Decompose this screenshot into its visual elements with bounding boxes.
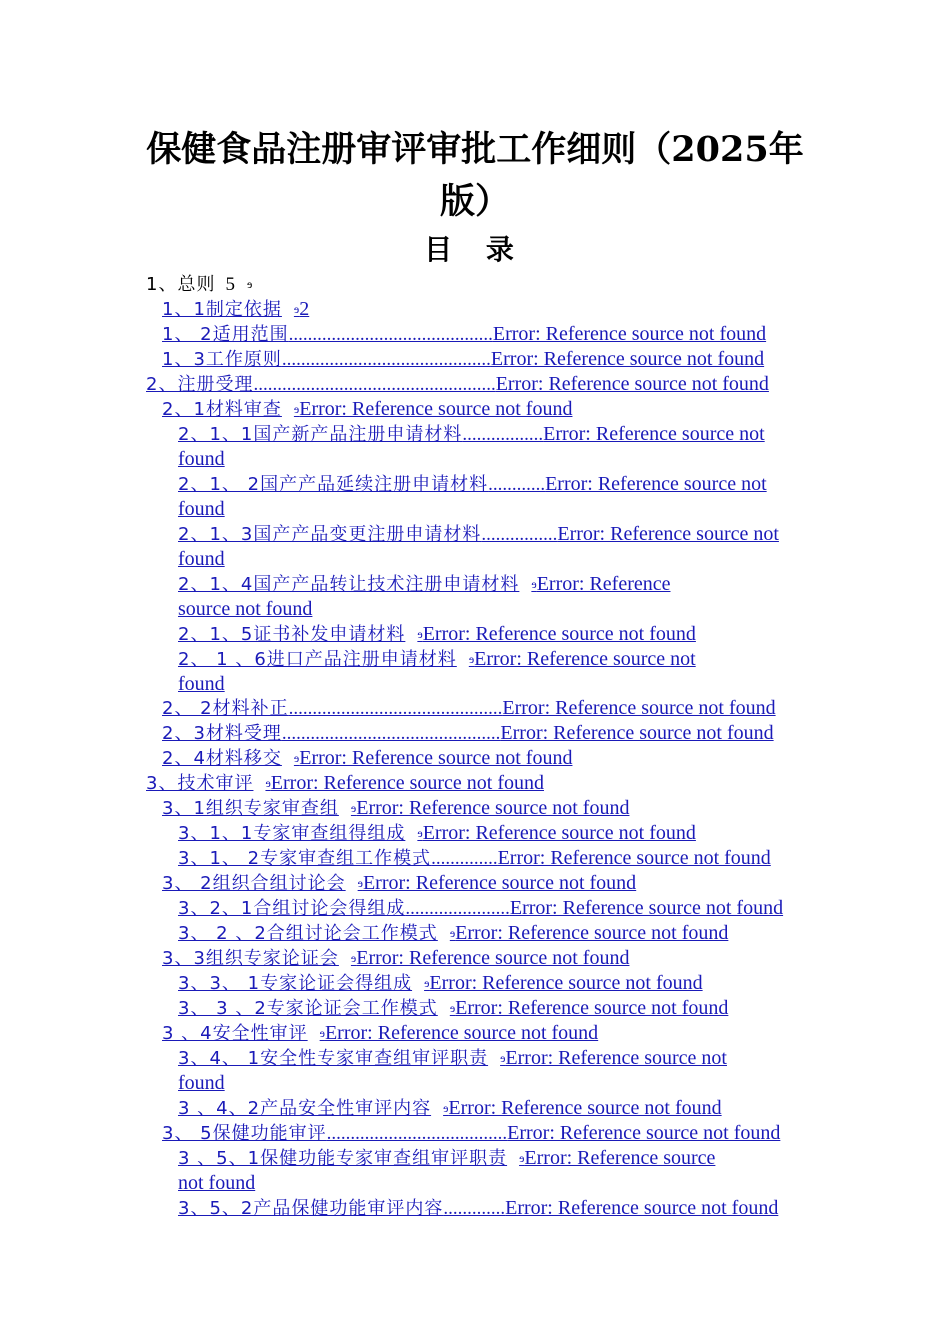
toc-heading: 目 录 — [424, 233, 526, 266]
toc-entry[interactable] — [162, 397, 626, 422]
toc-field-mark: ɘ — [449, 926, 456, 940]
toc-entry-label: 2、1、4国产产品转让技术注册申请材料 — [178, 574, 520, 595]
toc-entry[interactable] — [178, 1096, 800, 1121]
toc-entry-label: 3 、4安全性审评 — [162, 1023, 308, 1044]
toc-entry[interactable] — [162, 1021, 662, 1046]
toc-entry-reference: found — [178, 548, 225, 570]
toc-field-mark: ɘ — [293, 302, 300, 316]
toc-field-mark: ɘ — [424, 976, 430, 990]
toc-entry[interactable] — [178, 896, 866, 921]
toc-entry[interactable] — [178, 422, 866, 447]
toc-dot-leader: ...................... — [405, 898, 510, 919]
toc-entry-label: 3 、4、2产品安全性审评内容 — [178, 1098, 432, 1119]
toc-entry-reference: Error: Reference source not found — [299, 398, 573, 420]
toc-field-mark: ɘ — [449, 1001, 456, 1015]
toc-entry[interactable] — [178, 647, 806, 672]
toc-entry[interactable] — [178, 921, 800, 946]
toc-entry-label: 1、总则 — [146, 274, 216, 295]
toc-entry-reference: Error: Reference source not — [545, 473, 767, 495]
toc-entry-label: 3、1组织专家审查组 — [162, 798, 339, 819]
toc-entry[interactable] — [146, 372, 866, 397]
title-line-2: 版） — [439, 181, 510, 222]
toc-entry-label: 2、注册受理 — [146, 374, 254, 395]
toc-entry-label: 1、1制定依据 — [162, 299, 282, 320]
toc-entry[interactable] — [178, 846, 866, 871]
toc-entry[interactable] — [178, 497, 238, 522]
toc-entry-label: 3、5、2产品保健功能审评内容 — [178, 1198, 444, 1219]
toc-entry-label: 3、4、 1安全性专家审查组审评职责 — [178, 1048, 489, 1069]
toc-entry-reference: Error: Reference source not found — [299, 747, 573, 769]
toc-entry-label: 2、 2材料补正 — [162, 698, 289, 719]
toc-entry[interactable] — [178, 996, 800, 1021]
toc-entry-label: 3、3、 1专家论证会得组成 — [178, 973, 413, 994]
toc-entry[interactable] — [162, 347, 866, 372]
title-line-1: 保健食品注册审评审批工作细则（2025年 — [146, 129, 804, 170]
toc-entry[interactable] — [178, 622, 766, 647]
toc-dot-leader: ............ — [488, 474, 546, 495]
toc-entry[interactable] — [146, 771, 594, 796]
toc-field-mark: ɘ — [293, 402, 300, 416]
toc-entry-label: 3、2、1合组讨论会得组成 — [178, 898, 406, 919]
toc-entry-label: 3、 2 、2合组讨论会工作模式 — [178, 923, 438, 944]
toc-field-mark: ɘ — [319, 1026, 325, 1040]
toc-field-mark: ɘ — [246, 277, 253, 291]
toc-entry-reference: Error: Reference source — [524, 1147, 716, 1169]
toc-entry-label: 2、1材料审查 — [162, 399, 282, 420]
toc-entry-page: 5 — [225, 274, 235, 295]
toc-entry-label: 3、技术审评 — [146, 773, 254, 794]
toc-field-mark: ɘ — [531, 577, 537, 591]
toc-entry-reference: Error: Reference source not — [474, 648, 696, 670]
toc-entry[interactable] — [178, 1071, 238, 1096]
toc-entry[interactable] — [162, 696, 866, 721]
toc-entry-reference: found — [178, 448, 225, 470]
toc-entry[interactable] — [162, 322, 866, 347]
toc-entry-label: 3、 5保健功能审评 — [162, 1123, 327, 1144]
toc-entry-label: 1、 2适用范围 — [162, 324, 289, 345]
toc-entry-reference: Error: Reference source not found — [495, 373, 769, 395]
toc-entry[interactable] — [162, 946, 694, 971]
toc-entry[interactable] — [162, 796, 694, 821]
toc-entry — [146, 272, 866, 297]
toc-entry[interactable] — [178, 672, 238, 697]
toc-entry-reference: Error: Reference source not found — [422, 623, 696, 645]
toc-entry-reference: source not found — [178, 598, 313, 620]
toc-entry[interactable] — [178, 1146, 806, 1171]
toc-dot-leader: ............. — [443, 1198, 506, 1219]
toc-entry-reference: 2 — [299, 298, 310, 320]
toc-entry-reference: Error: Reference source not found — [509, 897, 784, 919]
toc-entry-reference: Error: Reference source not found — [492, 323, 767, 345]
toc-entry-reference: Error: Reference source not — [543, 423, 765, 445]
toc-entry[interactable] — [162, 746, 626, 771]
toc-dot-leader: ............................................. — [288, 698, 503, 719]
toc-entry[interactable] — [178, 472, 866, 497]
toc-field-mark: ɘ — [350, 801, 357, 815]
toc-field-mark: ɘ — [443, 1101, 449, 1115]
toc-field-mark: ɘ — [468, 652, 475, 666]
toc-entry-label: 3、 3 、2专家论证会工作模式 — [178, 998, 438, 1019]
toc-entry-reference: Error: Reference source not found — [455, 922, 729, 944]
toc-entry-reference: found — [178, 1072, 225, 1094]
toc-entry-reference: Error: Reference source not found — [356, 797, 630, 819]
document-title — [130, 124, 820, 228]
toc-dot-leader: .............. — [431, 848, 498, 869]
toc-field-mark: ɘ — [350, 951, 357, 965]
toc-entry-reference: Error: Reference source not found — [500, 722, 774, 744]
toc-entry[interactable] — [178, 1171, 278, 1196]
toc-entry-label: 3 、5、1保健功能专家审查组审评职责 — [178, 1148, 508, 1169]
toc-entry-reference: found — [178, 498, 225, 520]
toc-entry[interactable] — [162, 871, 702, 896]
toc-entry-reference: Error: Reference source not found — [497, 847, 771, 869]
toc-entry-label: 2、1、3国产产品变更注册申请材料 — [178, 524, 482, 545]
toc-field-mark: ɘ — [519, 1151, 525, 1165]
toc-entry-reference: Error: Reference source not found — [270, 772, 544, 794]
toc-dot-leader: ................................................... — [253, 374, 496, 395]
toc-entry-reference: Error: Reference source not found — [422, 822, 696, 844]
toc-entry-reference: Error: Reference source not found — [429, 972, 703, 994]
toc-entry[interactable] — [178, 1196, 866, 1221]
toc-entry-label: 2、3材料受理 — [162, 723, 282, 744]
toc-entry-label: 2、1、5证书补发申请材料 — [178, 624, 406, 645]
toc-field-mark: ɘ — [293, 751, 300, 765]
toc-entry[interactable] — [178, 1046, 806, 1071]
toc-entry-reference: found — [178, 673, 225, 695]
toc-entry-reference: Error: Reference — [536, 573, 671, 595]
toc-dot-leader: ................. — [462, 424, 544, 445]
toc-field-mark: ɘ — [500, 1051, 506, 1065]
toc-entry-reference: Error: Reference source not found — [490, 348, 765, 370]
toc-entry-reference: Error: Reference source not found — [324, 1022, 599, 1044]
toc-entry-reference: Error: Reference source not found — [362, 872, 637, 894]
toc-entry-label: 2、1、1国产新产品注册申请材料 — [178, 424, 463, 445]
toc-dot-leader: ............................................ — [281, 349, 491, 370]
toc-entry-label: 3、3组织专家论证会 — [162, 948, 339, 969]
toc-entry-label: 2、4材料移交 — [162, 748, 282, 769]
toc-dot-leader: ...................................... — [326, 1123, 508, 1144]
toc-entry-reference: Error: Reference source not found — [505, 1197, 779, 1219]
toc-field-mark: ɘ — [357, 876, 363, 890]
toc-dot-leader: .............................................. — [281, 723, 501, 744]
toc-entry[interactable] — [162, 1121, 866, 1146]
toc-entry-reference: not found — [178, 1172, 256, 1194]
toc-entry[interactable] — [178, 447, 238, 472]
toc-entry-label: 2、1、 2国产产品延续注册申请材料 — [178, 474, 489, 495]
toc-entry[interactable] — [178, 522, 866, 547]
toc-entry[interactable] — [162, 721, 866, 746]
toc-entry-label: 3、1、 2专家审查组工作模式 — [178, 848, 432, 869]
toc-entry-reference: Error: Reference source not found — [356, 947, 630, 969]
toc-field-mark: ɘ — [417, 627, 423, 641]
toc-entry-reference: Error: Reference source not found — [455, 997, 729, 1019]
toc-entry-reference: Error: Reference source not found — [507, 1122, 781, 1144]
toc-dot-leader: ................ — [481, 524, 558, 545]
toc-entry-label: 2、 1 、6进口产品注册申请材料 — [178, 649, 457, 670]
toc-entry[interactable] — [178, 821, 766, 846]
toc-entry[interactable] — [162, 297, 862, 322]
toc-entry-reference: Error: Reference source not found — [448, 1097, 722, 1119]
toc-entry[interactable] — [178, 971, 774, 996]
toc-entry[interactable] — [178, 547, 238, 572]
toc-entry-reference: Error: Reference source not — [557, 523, 779, 545]
toc-entry-label: 3、 2组织合组讨论会 — [162, 873, 346, 894]
toc-entry[interactable] — [178, 572, 806, 597]
toc-entry-label: 3、1、1专家审查组得组成 — [178, 823, 406, 844]
toc-entry-reference: Error: Reference source not found — [502, 697, 776, 719]
toc-field-mark: ɘ — [265, 776, 271, 790]
toc-entry-reference: Error: Reference source not — [505, 1047, 727, 1069]
toc-entry[interactable] — [178, 597, 378, 622]
toc-field-mark: ɘ — [417, 826, 423, 840]
toc-entry-label: 1、3工作原则 — [162, 349, 282, 370]
toc-dot-leader: ........................................... — [288, 324, 493, 345]
